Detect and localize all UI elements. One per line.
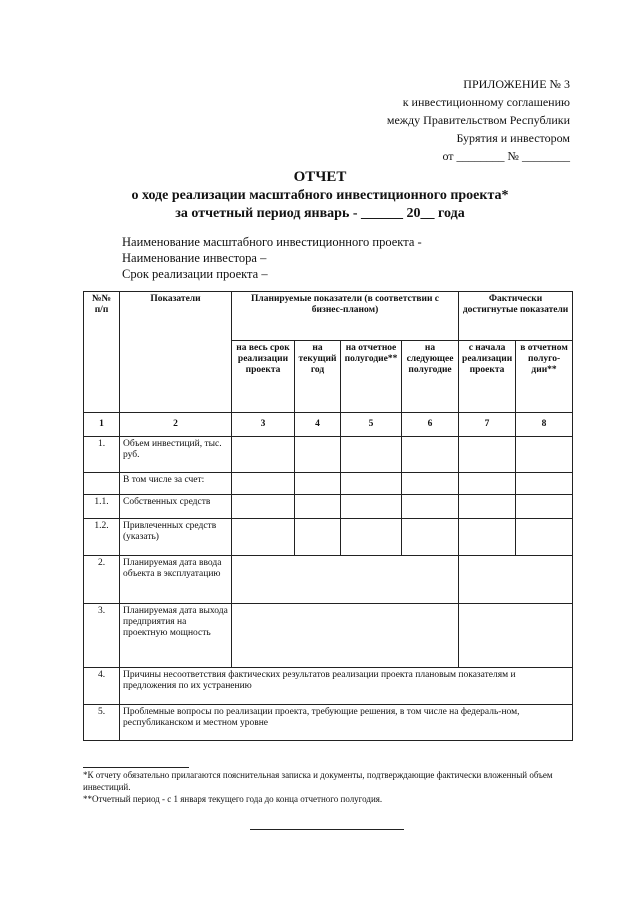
header-planned-next: на следующее полугодие [402,341,459,413]
report-title: ОТЧЕТ [293,169,347,185]
report-subtitle: о ходе реализации масштабного инвестиционного проекта* [131,188,509,203]
column-number-row [84,413,573,437]
data-cell [516,519,573,556]
col-number: 5 [341,413,402,437]
table-row [84,705,573,741]
header-num: №№ п/п [84,292,120,413]
bottom-divider [250,829,404,830]
row-num: 4. [84,668,120,705]
col-number: 3 [232,413,295,437]
row-num: 2. [84,556,120,604]
table-row [84,437,573,473]
row-num [84,473,120,495]
row-label: Планируемая дата ввода объекта в эксплуатацию [120,556,232,604]
data-cell [341,519,402,556]
footnote-divider [83,767,189,768]
data-cell [341,495,402,519]
annex-line: Бурятия и инвестором [456,131,570,145]
report-period: за отчетный период январь - ______ 20__ года [175,206,465,221]
data-cell [459,473,516,495]
data-cell [459,519,516,556]
header-planned-total: на весь срок реализации проекта [232,341,295,413]
data-cell-actual [459,556,573,604]
table-row [84,556,573,604]
data-cell [295,437,341,473]
data-cell-actual [459,604,573,668]
table-row [84,495,573,519]
header-actual: Фактически достигнутые показатели [459,292,573,341]
annex-date-number: от ________ № ________ [442,149,570,163]
project-name-field: Наименование масштабного инвестиционного проекта - [122,235,422,249]
table-row [84,668,573,705]
data-cell [341,437,402,473]
data-cell [232,495,295,519]
data-cell [295,495,341,519]
data-cell [232,519,295,556]
data-cell [295,473,341,495]
row-num: 3. [84,604,120,668]
row-label-wide: Причины несоответствия фактических результатов реализации проекта плановым показателям и предложения по их устранению [120,668,573,705]
row-label: Привлеченных средств (указать) [120,519,232,556]
annex-header [387,75,570,165]
data-cell [402,437,459,473]
header-actual-half: в отчетном полуго-дии** [516,341,573,413]
footnote-2: **Отчетный период - с 1 января текущего года до конца отчетного полугодия. [83,794,383,804]
col-number: 6 [402,413,459,437]
row-num: 1. [84,437,120,473]
header-planned: Планируемые показатели (в соответствии с бизнес-планом) [232,292,459,341]
data-cell [232,437,295,473]
project-term-field: Срок реализации проекта – [122,267,268,281]
annex-line: между Правительством Республики [386,113,570,127]
col-number: 2 [120,413,232,437]
header-planned-half: на отчетное полугодие** [341,341,402,413]
table-row [84,473,573,495]
data-cell [516,437,573,473]
footnotes [83,769,572,805]
row-label: Планируемая дата выхода предприятия на проектную мощность [120,604,232,668]
investor-name-field: Наименование инвестора – [122,251,267,265]
data-cell [402,519,459,556]
data-cell [516,473,573,495]
annex-line: к инвестиционному соглашению [402,95,570,109]
data-cell [341,473,402,495]
data-cell [232,473,295,495]
header-actual-start: с начала реализации проекта [459,341,516,413]
table-row [84,519,573,556]
row-label-wide: Проблемные вопросы по реализации проекта, требующие решения, в том числе на федераль-ном, республиканском и местном уровне [120,705,573,741]
footnote-1: *К отчету обязательно прилагаются пояснительная записка и документы, подтверждающие фактически вложенный объем инвестиций. [83,770,553,792]
data-cell [459,437,516,473]
row-label: В том числе за счет: [120,473,232,495]
data-cell [516,495,573,519]
row-label: Собственных средств [120,495,232,519]
col-number: 8 [516,413,573,437]
annex-title: ПРИЛОЖЕНИЕ № 3 [463,77,570,91]
header-planned-year: на текущий год [295,341,341,413]
report-fields [122,234,422,282]
col-number: 4 [295,413,341,437]
col-number: 7 [459,413,516,437]
col-number: 1 [84,413,120,437]
data-cell-planned [232,556,459,604]
data-cell [402,473,459,495]
data-cell-planned [232,604,459,668]
data-cell [295,519,341,556]
row-num: 1.2. [84,519,120,556]
data-cell [459,495,516,519]
data-cell [402,495,459,519]
row-num: 1.1. [84,495,120,519]
report-table [83,291,573,741]
header-indicators: Показатели [120,292,232,413]
row-num: 5. [84,705,120,741]
row-label: Объем инвестиций, тыс. руб. [120,437,232,473]
table-row [84,604,573,668]
